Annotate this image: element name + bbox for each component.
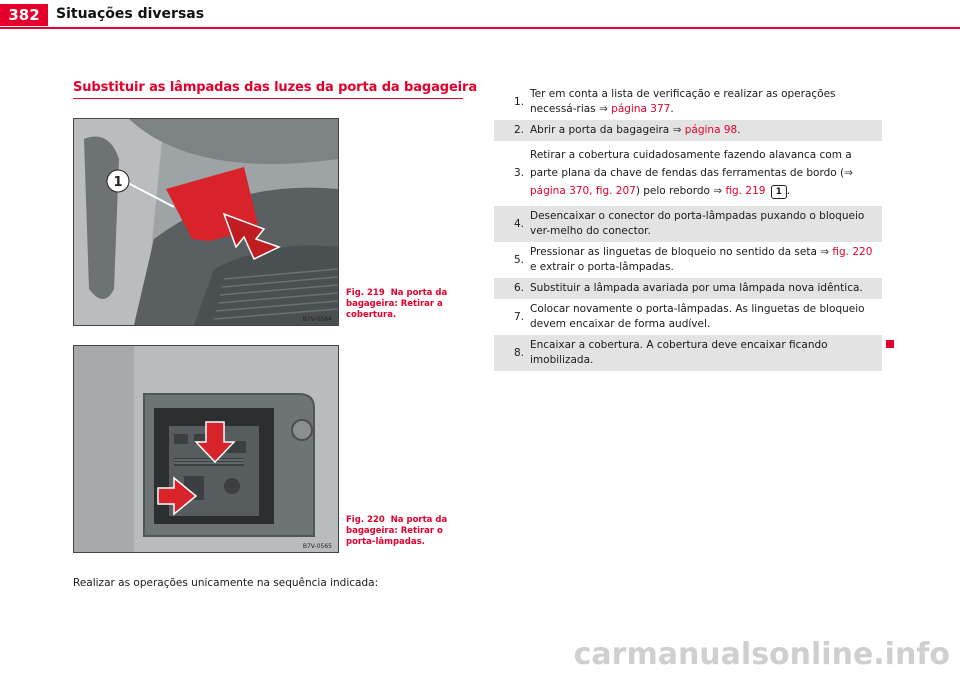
callout-badge: 1	[771, 185, 787, 199]
page-number: 382	[0, 4, 48, 26]
page-ref-link[interactable]: página 98	[684, 124, 738, 136]
section-title: Substituir as lâmpadas das luzes da porta da bagageira	[73, 80, 463, 99]
header-rule	[0, 27, 960, 29]
step-number: 4.	[513, 217, 524, 230]
arrow-icon: ⇒	[599, 103, 608, 115]
section-end-marker	[886, 340, 894, 348]
step-text	[530, 123, 882, 138]
arrow-icon: ⇒	[820, 246, 830, 258]
step-text	[530, 245, 882, 275]
step-text-tail: e extrair o porta-lâmpadas.	[530, 261, 674, 273]
figure-220-label: Fig. 220	[346, 515, 385, 525]
step-text-body: Retirar a cobertura cuidadosamente fazendo alavanca com a parte plana da chave de fendas das ferramentas de bordo (	[530, 149, 852, 179]
step-number: 6.	[513, 282, 524, 294]
step-text-tail: .	[786, 185, 791, 197]
step-number: 3.	[513, 166, 524, 179]
step-text: Substituir a lâmpada avariada por uma lâmpada nova idêntica.	[530, 282, 863, 294]
step-number: 5.	[513, 253, 524, 266]
figure-219-caption-text: Na porta da bagageira: Retirar a cobertura.	[346, 288, 448, 320]
figure-219-label: Fig. 219	[346, 288, 385, 298]
step-row	[494, 120, 882, 141]
step-text-body: Ter em conta a lista de verificação e realizar as operações necessá-rias	[530, 88, 836, 115]
fig-ref-link[interactable]: fig. 219	[725, 185, 766, 197]
steps-table	[494, 84, 882, 371]
step-number: 7.	[513, 310, 524, 323]
step-row	[494, 206, 882, 242]
page-ref-link[interactable]: página 370, fig. 207	[530, 185, 636, 197]
figure-219-callout: 1	[113, 175, 123, 190]
figure-219-image	[73, 118, 339, 326]
step-text-body: Abrir a porta da bagageira	[530, 124, 670, 136]
page-ref-link[interactable]: página 377	[611, 103, 671, 115]
step-row	[494, 242, 882, 278]
step-text	[530, 146, 882, 200]
step-row	[494, 335, 882, 371]
figure-220-image	[73, 345, 339, 553]
step-text-tail: .	[670, 103, 674, 115]
arrow-icon: ⇒	[672, 124, 682, 136]
arrow-icon: ⇒	[844, 167, 853, 179]
intro-text: Realizar as operações unicamente na sequência indicada:	[73, 577, 379, 589]
step-number: 1.	[513, 95, 524, 108]
step-text	[530, 87, 882, 117]
step-text-body: Pressionar as linguetas de bloqueio no sentido da seta	[530, 246, 817, 258]
step-text: Colocar novamente o porta-lâmpadas. As linguetas de bloqueio devem encaixar de forma audível.	[530, 303, 865, 330]
step-row	[494, 141, 882, 206]
running-title: Situações diversas	[56, 6, 205, 22]
figure-220-caption-text: Na porta da bagageira: Retirar o porta-lâmpadas.	[346, 515, 448, 547]
step-text-mid: ) pelo rebordo	[635, 185, 710, 197]
figure-219-caption	[346, 288, 456, 321]
step-row	[494, 299, 882, 335]
figure-220-code: B7V-0565	[302, 543, 332, 550]
watermark-text: carmanualsonline.info	[573, 637, 950, 672]
step-number: 2.	[513, 124, 524, 136]
step-text-tail: .	[737, 124, 741, 136]
step-text: Desencaixar o conector do porta-lâmpadas puxando o bloqueio ver-melho do conector.	[530, 210, 865, 237]
figure-220-caption	[346, 515, 456, 548]
step-number: 8.	[513, 346, 524, 359]
figure-219-code: B7V-0564	[302, 316, 332, 323]
step-text: Encaixar a cobertura. A cobertura deve encaixar ficando imobilizada.	[530, 339, 828, 366]
step-row	[494, 278, 882, 299]
fig-ref-link[interactable]: fig. 220	[832, 246, 873, 258]
step-row	[494, 84, 882, 120]
arrow-icon: ⇒	[713, 185, 723, 197]
